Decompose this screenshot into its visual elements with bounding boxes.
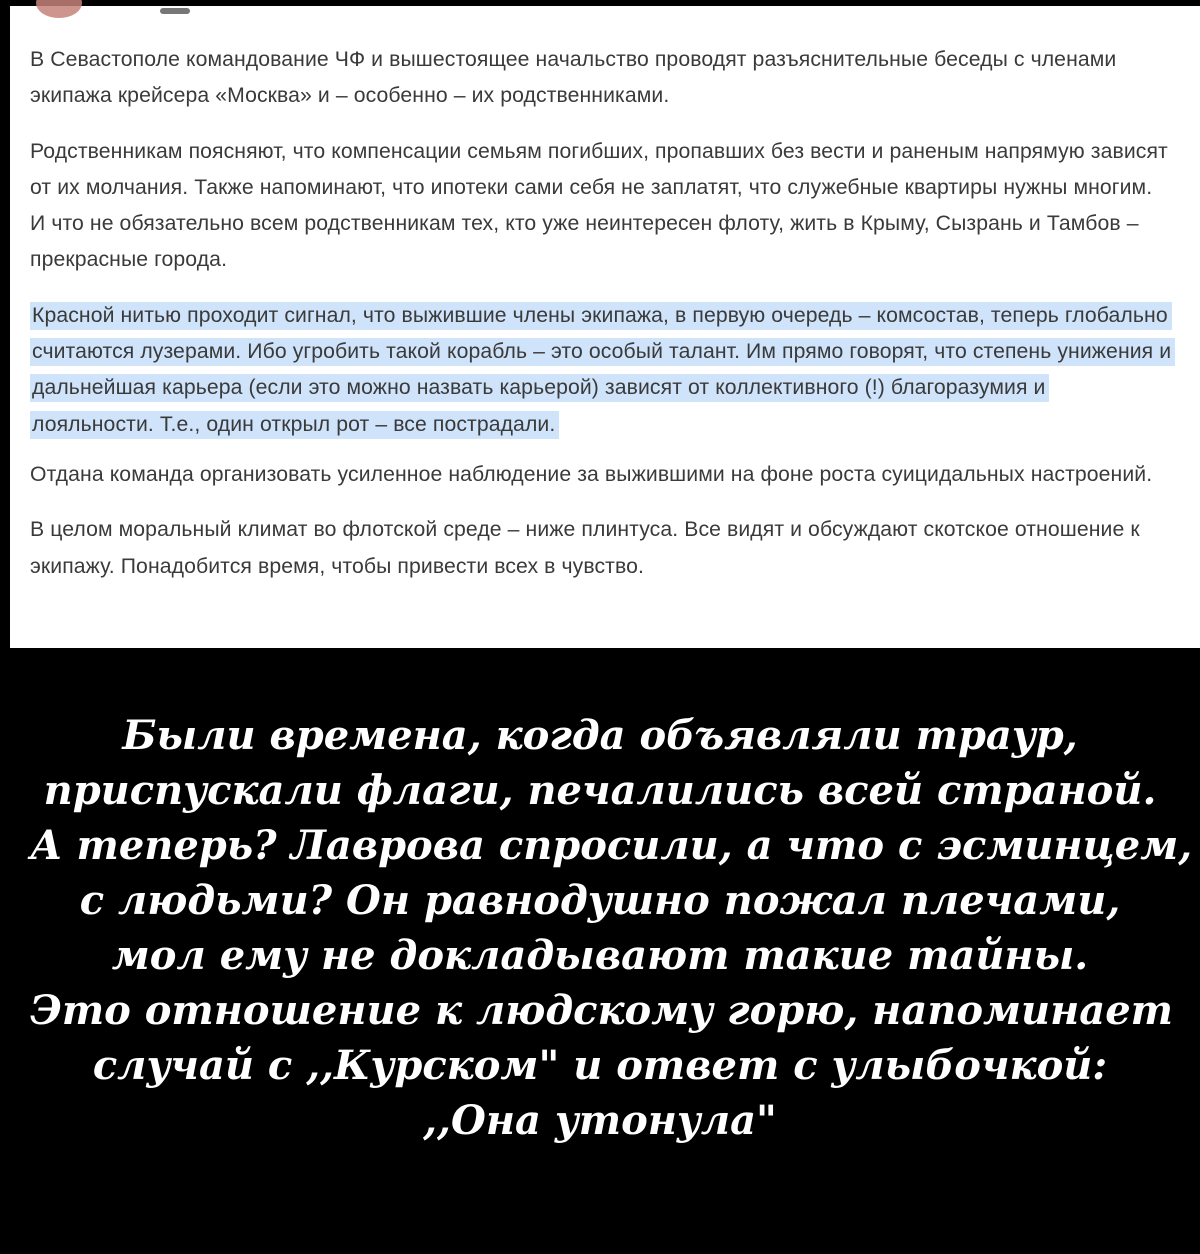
quote-panel	[0, 648, 1200, 1254]
quote-line: ,,Она утонула"	[423, 1097, 777, 1144]
quote-text	[30, 708, 1193, 1148]
quote-line: случай с ,,Курском" и ответ с улыбочкой:	[92, 1042, 1108, 1089]
quote-line: Были времена, когда объявляли траур,	[122, 712, 1078, 759]
quote-line: мол ему не докладывают такие тайны.	[111, 932, 1089, 979]
post-card	[10, 6, 1200, 648]
post-paragraph-highlighted[interactable]	[30, 298, 1172, 443]
avatar[interactable]	[36, 0, 82, 18]
post-paragraph-4: Отдана команда организовать усиленное наблюдение за выжившими на фоне роста суицидальных настроений.	[30, 462, 1153, 486]
post-paragraph-5: В целом моральный климат во флотской среде – ниже плинтуса. Все видят и обсуждают скотское отношение к экипажу. Понадобится время, чтобы привести всех в чувство.	[30, 518, 1140, 578]
more-options-icon[interactable]	[160, 8, 190, 14]
quote-line: приспускали флаги, печалились всей страной.	[43, 767, 1157, 814]
post-paragraph-1: В Севастополе командование ЧФ и вышестоящее начальство проводят разъяснительные беседы с членами экипажа крейсера «Москва» и – особенно – их родственниками.	[30, 48, 1117, 108]
quote-line: с людьми? Он равнодушно пожал плечами,	[79, 877, 1121, 924]
post-paragraph-2: Родственникам поясняют, что компенсации семьям погибших, пропавших без вести и раненым напрямую зависят от их молчания. Также напоминают, что ипотеки сами себя не заплатят, что служебные квартиры нужны многим. И что не обязательно всем родственникам тех, кто уже неинтересен флоту, жить в Крыму, Сызрань и Тамбов – прекрасные города.	[30, 139, 1168, 272]
selected-text[interactable]: Красной нитью проходит сигнал, что выжившие члены экипажа, в первую очередь – комсостав, теперь глобально считаются лузерами. Ибо угробить такой корабль – это особый талант. Им прямо говорят, что степень унижения и дальнейшая карьера (если это можно назвать карьерой) зависят от коллективного (!) благоразумия и лояльности. Т.е., один открыл рот – все пострадали.	[30, 302, 1175, 439]
quote-line: Это отношение к людскому горю, напоминает	[30, 987, 1173, 1034]
quote-line: А теперь? Лаврова спросили, а что с эсминцем,	[30, 822, 1193, 869]
